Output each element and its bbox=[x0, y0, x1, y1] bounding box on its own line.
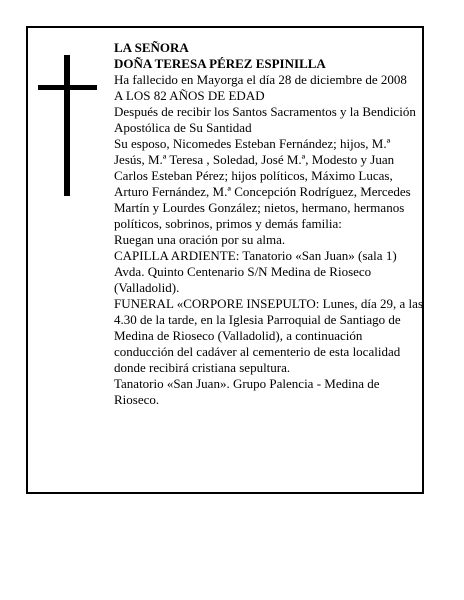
funeral-home: Tanatorio «San Juan». Grupo Palencia - Medina de Rioseco. bbox=[114, 376, 380, 407]
family-list: Su esposo, Nicomedes Esteban Fernández; hijos, M.ª Jesús, M.ª Teresa , Soledad, José M.ª, Modesto y Juan Carlos Esteban Pérez; hijos políticos, Máximo Lucas, Arturo Fernández, M.ª Concepción Rodríguez, Mercedes Martín y Lourdes González; nietos, hermano, hermanos políticos, sobrinos, primos y demás familia: bbox=[114, 136, 411, 231]
deceased-name: DOÑA TERESA PÉREZ ESPINILLA bbox=[114, 56, 326, 71]
funeral-chapel: CAPILLA ARDIENTE: Tanatorio «San Juan» (sala 1) Avda. Quinto Centenario S/N Medina de Rioseco (Valladolid). bbox=[114, 248, 397, 295]
age-line: A LOS 82 AÑOS DE EDAD bbox=[114, 88, 265, 103]
funeral-service: FUNERAL «CORPORE INSEPULTO: Lunes, día 29, a las 4.30 de la tarde, en la Iglesia Parroquial de Santiago de Medina de Rioseco (Valladolid), a continuación conducción del cadáver al cementerio de esta localidad donde recibirá cristiana sepultura. bbox=[114, 296, 423, 375]
cross-icon-crossbar bbox=[38, 85, 97, 90]
prayer-request: Ruegan una oración por su alma. bbox=[114, 232, 286, 247]
obituary-text bbox=[114, 40, 424, 408]
cross-icon bbox=[64, 55, 70, 196]
sacraments-line: Después de recibir los Santos Sacramentos y la Bendición Apostólica de Su Santidad bbox=[114, 104, 416, 135]
death-announcement: Ha fallecido en Mayorga el día 28 de diciembre de 2008 bbox=[114, 72, 407, 87]
notice-title: LA SEÑORA bbox=[114, 40, 189, 55]
